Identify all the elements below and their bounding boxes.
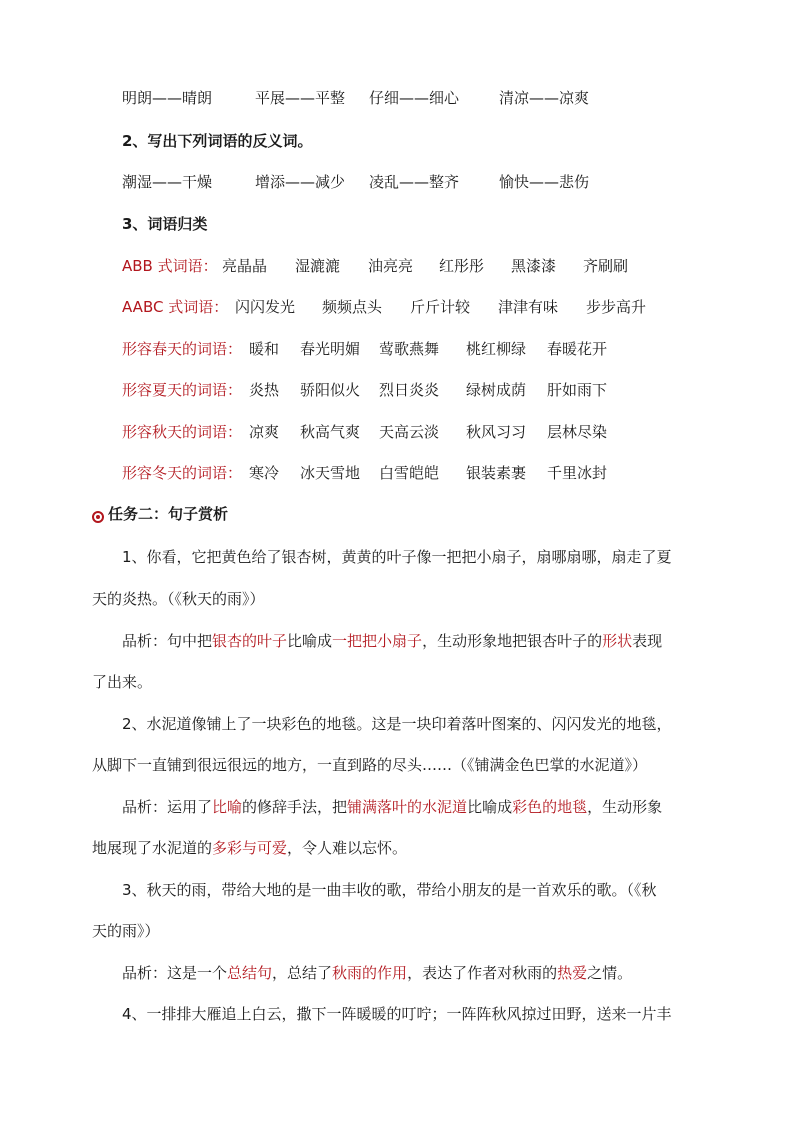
- analysis-3-line-1: [122, 963, 632, 983]
- category-word: 莺歌燕舞: [379, 340, 440, 358]
- sentence-1-line-1: 1、你看，它把黄色给了银杏树，黄黄的叶子像一把把小扇子，扇哪扇哪，扇走了夏: [122, 548, 672, 566]
- synonym-pair: 明朗——晴朗: [122, 89, 213, 107]
- analysis-highlight: 比喻: [212, 798, 243, 816]
- classification-heading: 3、词语归类: [122, 215, 208, 233]
- antonym-pair: 潮湿——干燥: [122, 173, 213, 191]
- analysis-highlight: 形状: [602, 632, 633, 650]
- task2-title: 任务二：句子赏析: [108, 505, 229, 523]
- analysis-2-line-2: [92, 838, 407, 858]
- analysis-text: ，生动形象地把银杏叶子的: [422, 632, 603, 650]
- category-word: 红彤彤: [439, 257, 485, 275]
- sentence-3-line-1: 3、秋天的雨，带给大地的是一曲丰收的歌，带给小朋友的是一首欢乐的歌。（《秋: [122, 881, 657, 899]
- category-word: 天高云淡: [379, 423, 440, 441]
- synonym-pair: 仔细——细心: [369, 89, 460, 107]
- analysis-text: ，生动形象: [587, 798, 663, 816]
- category-word: 津津有味: [498, 298, 559, 316]
- sentence-2-line-2: 从脚下一直铺到很远很远的地方，一直到路的尽头……（《铺满金色巴掌的水泥道》）: [92, 756, 648, 774]
- category-word: 烈日炎炎: [379, 381, 440, 399]
- antonym-pairs-row: [122, 172, 642, 192]
- analysis-2-line-1: [122, 797, 662, 817]
- sentence-1-line-2: 天的炎热。（《秋天的雨》）: [92, 590, 265, 608]
- analysis-1-line-2: 了出来。: [92, 673, 153, 691]
- category-word: 闪闪发光: [235, 298, 296, 316]
- sentence-4-line-1: 4、一排排大雁追上白云，撒下一阵暖暖的叮咛；一阵阵秋风掠过田野，送来一片丰: [122, 1005, 672, 1023]
- analysis-text: 地展现了水泥道的: [92, 839, 213, 857]
- category-word: 频频点头: [322, 298, 383, 316]
- antonym-pair: 愉快——悲伤: [499, 173, 590, 191]
- target-bullet-icon: [92, 508, 104, 520]
- analysis-highlight: 彩色的地毯: [512, 798, 588, 816]
- category-word: 亮晶晶: [222, 257, 268, 275]
- category-word: 暖和: [249, 340, 280, 358]
- category-row-summer: [122, 380, 682, 400]
- analysis-text: 品析：运用了: [122, 798, 213, 816]
- analysis-text: 品析：这是一个: [122, 964, 228, 982]
- category-word: 湿漉漉: [295, 257, 341, 275]
- analysis-text: 表现: [632, 632, 663, 650]
- category-word: 绿树成荫: [466, 381, 527, 399]
- analysis-highlight: 总结句: [227, 964, 273, 982]
- analysis-text: 的修辞手法，把: [242, 798, 348, 816]
- analysis-text: ，表达了作者对秋雨的: [407, 964, 558, 982]
- category-word: 白雪皑皑: [379, 464, 440, 482]
- analysis-highlight: 热爱: [557, 964, 588, 982]
- category-row-autumn: [122, 422, 682, 442]
- task2-title-row: [92, 504, 228, 524]
- synonym-pair: 清凉——凉爽: [499, 89, 590, 107]
- synonym-pair: 平展——平整: [255, 89, 346, 107]
- category-row-aabc: [122, 297, 682, 317]
- category-word: 步步高升: [586, 298, 647, 316]
- sentence-3-line-2: 天的雨》）: [92, 922, 160, 940]
- category-label: 形容春天的词语：: [122, 340, 243, 358]
- analysis-1-line-1: [122, 631, 662, 651]
- category-word: 春暖花开: [547, 340, 608, 358]
- category-word: 齐刷刷: [583, 257, 629, 275]
- category-row-winter: [122, 463, 682, 483]
- analysis-highlight: 秋雨的作用: [332, 964, 408, 982]
- category-word: 炎热: [249, 381, 280, 399]
- antonyms-heading: 2、写出下列词语的反义词。: [122, 132, 313, 150]
- category-word: 凉爽: [249, 423, 280, 441]
- analysis-highlight: 多彩与可爱: [212, 839, 288, 857]
- analysis-text: 比喻成: [287, 632, 333, 650]
- analysis-text: 比喻成: [467, 798, 513, 816]
- category-label: 形容夏天的词语：: [122, 381, 243, 399]
- category-label: AABC 式词语：: [122, 298, 229, 316]
- category-label: 形容秋天的词语：: [122, 423, 243, 441]
- analysis-text: ，令人难以忘怀。: [287, 839, 408, 857]
- analysis-text: 品析：句中把: [122, 632, 213, 650]
- antonym-pair: 增添——减少: [255, 173, 346, 191]
- category-word: 油亮亮: [368, 257, 414, 275]
- category-label: ABB 式词语：: [122, 257, 218, 275]
- analysis-text: ，总结了: [272, 964, 333, 982]
- category-word: 骄阳似火: [300, 381, 361, 399]
- analysis-highlight: 铺满落叶的水泥道: [347, 798, 468, 816]
- category-word: 寒冷: [249, 464, 280, 482]
- category-word: 黑漆漆: [511, 257, 557, 275]
- category-word: 层林尽染: [547, 423, 608, 441]
- category-word: 桃红柳绿: [466, 340, 527, 358]
- category-word: 秋风习习: [466, 423, 527, 441]
- category-row-abb: [122, 256, 682, 276]
- category-row-spring: [122, 339, 682, 359]
- analysis-highlight: 一把把小扇子: [332, 632, 423, 650]
- category-word: 千里冰封: [547, 464, 608, 482]
- category-word: 秋高气爽: [300, 423, 361, 441]
- category-word: 银装素裹: [466, 464, 527, 482]
- category-label: 形容冬天的词语：: [122, 464, 243, 482]
- category-word: 斤斤计较: [410, 298, 471, 316]
- analysis-highlight: 银杏的叶子: [212, 632, 288, 650]
- synonym-pairs-row: [122, 88, 642, 108]
- category-word: 春光明媚: [300, 340, 361, 358]
- analysis-text: 之情。: [587, 964, 633, 982]
- category-word: 肝如雨下: [547, 381, 608, 399]
- antonym-pair: 凌乱——整齐: [369, 173, 460, 191]
- sentence-2-line-1: 2、水泥道像铺上了一块彩色的地毯。这是一块印着落叶图案的、闪闪发光的地毯，: [122, 715, 672, 733]
- category-word: 冰天雪地: [300, 464, 361, 482]
